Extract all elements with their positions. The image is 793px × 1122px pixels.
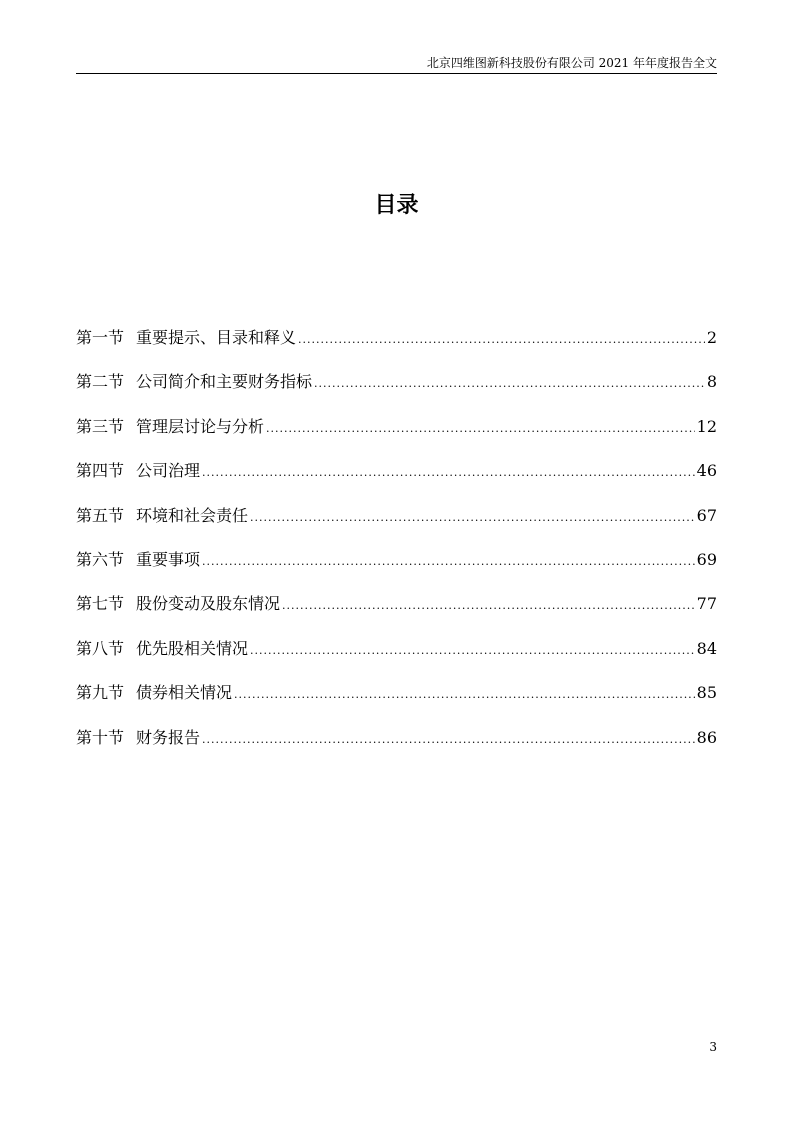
toc-entry[interactable]	[76, 415, 717, 459]
toc-section-number: 第二节	[76, 372, 125, 392]
toc-section-title: 重要事项	[136, 549, 201, 569]
toc-page-number: 8	[706, 372, 717, 392]
toc-page-number: 77	[696, 594, 717, 614]
toc-section-title: 管理层讨论与分析	[136, 416, 265, 436]
toc-page-number: 69	[696, 549, 717, 569]
toc-page-number: 2	[706, 328, 717, 347]
dot-leader	[202, 728, 695, 752]
toc-page-number: 67	[696, 505, 717, 525]
dot-leader	[314, 372, 705, 396]
toc-page-number: 85	[696, 683, 717, 703]
toc-entry[interactable]	[76, 548, 717, 592]
dot-leader	[298, 328, 705, 352]
toc-entry[interactable]	[76, 592, 717, 636]
dot-leader	[202, 461, 695, 485]
dot-leader	[250, 639, 695, 663]
toc-section-number: 第七节	[76, 594, 125, 614]
toc-entry[interactable]	[76, 637, 717, 681]
page-header-text: 北京四维图新科技股份有限公司 2021 年年度报告全文	[426, 56, 717, 70]
toc-section-number: 第八节	[76, 638, 125, 658]
toc-section-title: 股份变动及股东情况	[136, 594, 281, 614]
toc-section-number: 第一节	[76, 328, 125, 347]
toc-section-title: 环境和社会责任	[136, 505, 249, 525]
toc-page-number: 84	[696, 638, 717, 658]
toc-page-number: 46	[696, 461, 717, 481]
toc-heading: 目录	[374, 193, 419, 218]
toc-entry[interactable]	[76, 681, 717, 725]
dot-leader	[202, 550, 695, 574]
header-divider	[76, 73, 717, 74]
dot-leader	[282, 594, 695, 618]
toc-section-number: 第三节	[76, 416, 125, 436]
toc-section-title: 优先股相关情况	[136, 638, 249, 658]
toc-entry[interactable]	[76, 459, 717, 503]
dot-leader	[234, 683, 695, 707]
toc-section-number: 第十节	[76, 727, 125, 747]
toc-section-title: 公司简介和主要财务指标	[136, 372, 313, 392]
toc-page-number: 86	[696, 727, 717, 747]
toc-list	[76, 326, 717, 770]
toc-section-title: 公司治理	[136, 461, 201, 481]
toc-entry[interactable]	[76, 326, 717, 370]
toc-section-title: 债券相关情况	[136, 683, 233, 703]
toc-section-number: 第九节	[76, 683, 125, 703]
toc-entry[interactable]	[76, 370, 717, 414]
toc-entry[interactable]	[76, 504, 717, 548]
toc-section-number: 第四节	[76, 461, 125, 481]
toc-section-title: 财务报告	[136, 727, 201, 747]
dot-leader	[250, 506, 695, 530]
page-number: 3	[709, 1040, 717, 1054]
toc-section-number: 第六节	[76, 549, 125, 569]
toc-page-number: 12	[696, 416, 717, 436]
toc-section-title: 重要提示、目录和释义	[136, 328, 297, 347]
toc-entry[interactable]	[76, 726, 717, 770]
toc-section-number: 第五节	[76, 505, 125, 525]
dot-leader	[266, 417, 695, 441]
